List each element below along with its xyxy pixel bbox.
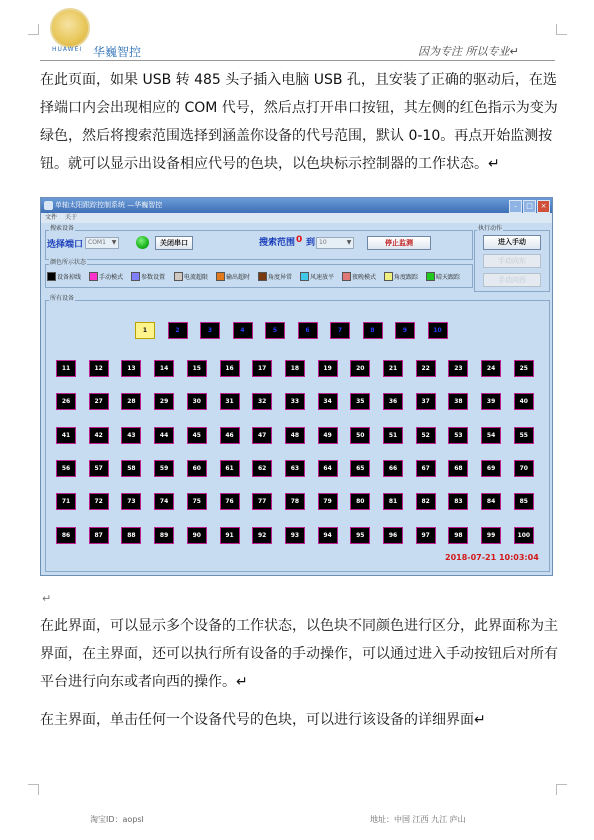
legend-label: 夜晚模式 [352, 274, 377, 281]
device-block[interactable]: 73 [121, 493, 141, 510]
minimize-icon[interactable]: – [509, 200, 522, 213]
device-block[interactable]: 8 [363, 322, 383, 339]
legend-swatch [384, 272, 393, 281]
device-block[interactable]: 79 [318, 493, 338, 510]
device-block[interactable]: 37 [416, 393, 436, 410]
device-block[interactable]: 26 [56, 393, 76, 410]
range-to-value: 10 [319, 239, 327, 246]
device-block[interactable]: 39 [481, 393, 501, 410]
device-block[interactable]: 15 [187, 360, 207, 377]
device-block[interactable]: 49 [318, 427, 338, 444]
current-datetime: 2018-07-21 10:03:04 [445, 553, 539, 562]
paragraph-return-mark: ↵ [42, 592, 52, 605]
device-block[interactable]: 83 [448, 493, 468, 510]
device-block[interactable]: 36 [383, 393, 403, 410]
slogan: 因为专注 所以专业↵ [418, 45, 519, 58]
device-block[interactable]: 24 [481, 360, 501, 377]
device-block[interactable]: 76 [220, 493, 240, 510]
device-block[interactable]: 87 [89, 527, 109, 544]
device-block[interactable]: 1 [135, 322, 155, 339]
device-block[interactable]: 67 [416, 460, 436, 477]
device-block[interactable]: 92 [252, 527, 272, 544]
header-rule [40, 60, 555, 61]
app-window-screenshot [40, 197, 553, 576]
device-block[interactable]: 51 [383, 427, 403, 444]
menu-about[interactable]: 关于 [65, 214, 78, 221]
stop-monitor-button[interactable]: 停止监测 [367, 236, 431, 250]
device-block[interactable]: 41 [56, 427, 76, 444]
legend-label: 角度跟踪 [394, 274, 419, 281]
device-block[interactable]: 85 [514, 493, 534, 510]
device-block[interactable]: 38 [448, 393, 468, 410]
device-block[interactable]: 70 [514, 460, 534, 477]
crop-mark-top-left [28, 24, 39, 35]
app-icon [44, 201, 53, 210]
legend-label: 角度异常 [268, 274, 293, 281]
crop-mark-bottom-left [28, 784, 39, 795]
device-block[interactable]: 94 [318, 527, 338, 544]
crop-mark-top-right [556, 24, 567, 35]
device-block[interactable]: 22 [416, 360, 436, 377]
device-block[interactable]: 97 [416, 527, 436, 544]
device-block[interactable]: 9 [395, 322, 415, 339]
device-block[interactable]: 45 [187, 427, 207, 444]
device-block[interactable]: 12 [89, 360, 109, 377]
device-block[interactable]: 81 [383, 493, 403, 510]
port-label: 选择端口 [47, 240, 84, 250]
enter-manual-button[interactable]: 进入手动 [483, 235, 541, 250]
legend-label: 电流超限 [184, 274, 209, 281]
device-block[interactable]: 7 [330, 322, 350, 339]
device-block[interactable]: 34 [318, 393, 338, 410]
legend-swatch [174, 272, 183, 281]
legend-label: 风速放平 [310, 274, 335, 281]
window-title: 单轴太阳跟踪控制系统 —华巍智控 [55, 201, 163, 209]
device-block[interactable]: 42 [89, 427, 109, 444]
legend-swatch [89, 272, 98, 281]
device-block[interactable]: 58 [121, 460, 141, 477]
device-block[interactable]: 65 [350, 460, 370, 477]
device-block[interactable]: 10 [428, 322, 448, 339]
device-block[interactable]: 54 [481, 427, 501, 444]
legend-label: 输出超时 [226, 274, 251, 281]
all-devices-label: 所有设备 [50, 295, 75, 302]
device-block[interactable]: 95 [350, 527, 370, 544]
device-block[interactable]: 40 [514, 393, 534, 410]
device-block[interactable]: 30 [187, 393, 207, 410]
device-block[interactable]: 52 [416, 427, 436, 444]
device-block[interactable]: 61 [220, 460, 240, 477]
device-block[interactable]: 31 [220, 393, 240, 410]
legend-swatch [342, 272, 351, 281]
chevron-down-icon: ▼ [111, 239, 117, 246]
legend-swatch [216, 272, 225, 281]
device-block[interactable]: 44 [154, 427, 174, 444]
manual-west-button[interactable]: 手动向西 [483, 273, 541, 287]
crop-mark-bottom-right [556, 784, 567, 795]
device-block[interactable]: 47 [252, 427, 272, 444]
port-status-led [136, 236, 149, 249]
device-block[interactable]: 13 [121, 360, 141, 377]
device-block[interactable]: 68 [448, 460, 468, 477]
device-block[interactable]: 19 [318, 360, 338, 377]
legend-label: 手动模式 [99, 274, 124, 281]
chevron-down-icon: ▼ [346, 239, 352, 246]
device-block[interactable]: 71 [56, 493, 76, 510]
footer-taobao-id: 淘宝ID：aopsl [90, 815, 144, 824]
close-port-button[interactable]: 关闭串口 [155, 236, 193, 250]
device-block[interactable]: 75 [187, 493, 207, 510]
device-block[interactable]: 64 [318, 460, 338, 477]
legend-swatch [258, 272, 267, 281]
port-select-value: COM1 [88, 239, 106, 246]
device-block[interactable]: 27 [89, 393, 109, 410]
search-group-label: 搜索设备 [50, 225, 75, 232]
device-block[interactable]: 29 [154, 393, 174, 410]
device-block[interactable]: 72 [89, 493, 109, 510]
device-block[interactable]: 74 [154, 493, 174, 510]
device-block[interactable]: 17 [252, 360, 272, 377]
legend-label: 晴天跟踪 [436, 274, 461, 281]
device-block[interactable]: 6 [298, 322, 318, 339]
device-block[interactable]: 93 [285, 527, 305, 544]
device-block[interactable]: 80 [350, 493, 370, 510]
manual-east-button[interactable]: 手动向东 [483, 254, 541, 268]
device-block[interactable]: 62 [252, 460, 272, 477]
device-block[interactable]: 18 [285, 360, 305, 377]
device-block[interactable]: 82 [416, 493, 436, 510]
device-block[interactable]: 50 [350, 427, 370, 444]
device-block[interactable]: 28 [121, 393, 141, 410]
menu-file[interactable]: 文件 [45, 214, 58, 221]
device-block[interactable]: 20 [350, 360, 370, 377]
logo-subtext: HUAWEI [52, 46, 83, 53]
device-block[interactable]: 35 [350, 393, 370, 410]
window-titlebar [41, 198, 552, 213]
device-block[interactable]: 25 [514, 360, 534, 377]
device-block[interactable]: 63 [285, 460, 305, 477]
device-block[interactable]: 23 [448, 360, 468, 377]
device-block[interactable]: 11 [56, 360, 76, 377]
legend-label: 设备掉线 [57, 274, 82, 281]
device-block[interactable]: 32 [252, 393, 272, 410]
device-block[interactable]: 66 [383, 460, 403, 477]
device-block[interactable]: 16 [220, 360, 240, 377]
device-block[interactable]: 4 [233, 322, 253, 339]
device-block[interactable]: 46 [220, 427, 240, 444]
device-block[interactable]: 91 [220, 527, 240, 544]
range-to-label: 到 [306, 238, 316, 248]
device-block[interactable]: 86 [56, 527, 76, 544]
legend-swatch [300, 272, 309, 281]
device-block[interactable]: 98 [448, 527, 468, 544]
status-group-label: 颜色所示状态 [50, 259, 87, 266]
device-block[interactable]: 53 [448, 427, 468, 444]
device-block[interactable]: 33 [285, 393, 305, 410]
range-to-select[interactable] [316, 237, 354, 249]
range-label: 搜索范围 [259, 238, 296, 248]
device-block[interactable]: 99 [481, 527, 501, 544]
device-block[interactable]: 3 [200, 322, 220, 339]
maximize-icon[interactable]: □ [523, 200, 536, 213]
legend-swatch [47, 272, 56, 281]
device-block[interactable]: 69 [481, 460, 501, 477]
company-logo [50, 8, 90, 48]
device-block[interactable]: 78 [285, 493, 305, 510]
device-block[interactable]: 84 [481, 493, 501, 510]
port-select[interactable] [85, 237, 119, 249]
menu-bar [41, 213, 552, 223]
legend-label: 参数设置 [141, 274, 166, 281]
device-block[interactable]: 57 [89, 460, 109, 477]
brand-name: 华巍智控 [93, 45, 142, 59]
footer-address: 地址：中国 江西 九江 庐山 [370, 815, 466, 824]
device-block[interactable]: 59 [154, 460, 174, 477]
action-group-label: 执行动作 [478, 225, 503, 232]
device-block[interactable]: 48 [285, 427, 305, 444]
device-block[interactable]: 90 [187, 527, 207, 544]
device-block[interactable]: 60 [187, 460, 207, 477]
paragraph-blank [40, 584, 560, 613]
device-block[interactable]: 100 [514, 527, 534, 544]
paragraph-intro: 在此页面，如果 USB 转 485 头子插入电脑 USB 孔，且安装了正确的驱动后，在选择端口内会出现相应的 COM 代号，然后点打开串口按钮，其左侧的红色指示为变为绿色，然后将搜索范围选择到涵盖你设备的代号范围，默认 0-10。再点开始监测按钮。就可以显示出设备相应代号的色块，以色块标示控制器的工作状态。↵ [40, 72, 558, 172]
range-from-value: 0 [296, 235, 303, 245]
legend-swatch [131, 272, 140, 281]
device-block[interactable]: 55 [514, 427, 534, 444]
device-block[interactable]: 77 [252, 493, 272, 510]
device-block[interactable]: 21 [383, 360, 403, 377]
legend-swatch [426, 272, 435, 281]
paragraph-main-ui: 在此界面，可以显示多个设备的工作状态，以色块不同颜色进行区分，此界面称为主界面，在主界面，还可以执行所有设备的手动操作，可以通过进入手动按钮后对所有平台进行向东或者向西的操作。↵ [40, 618, 558, 690]
device-block[interactable]: 56 [56, 460, 76, 477]
device-block[interactable]: 89 [154, 527, 174, 544]
device-block[interactable]: 2 [168, 322, 188, 339]
close-icon[interactable]: × [537, 200, 550, 213]
device-block[interactable]: 5 [265, 322, 285, 339]
device-block[interactable]: 88 [121, 527, 141, 544]
device-block[interactable]: 96 [383, 527, 403, 544]
device-block[interactable]: 14 [154, 360, 174, 377]
paragraph-click-device: 在主界面，单击任何一个设备代号的色块，可以进行该设备的详细界面↵ [40, 712, 486, 728]
device-block[interactable]: 43 [121, 427, 141, 444]
